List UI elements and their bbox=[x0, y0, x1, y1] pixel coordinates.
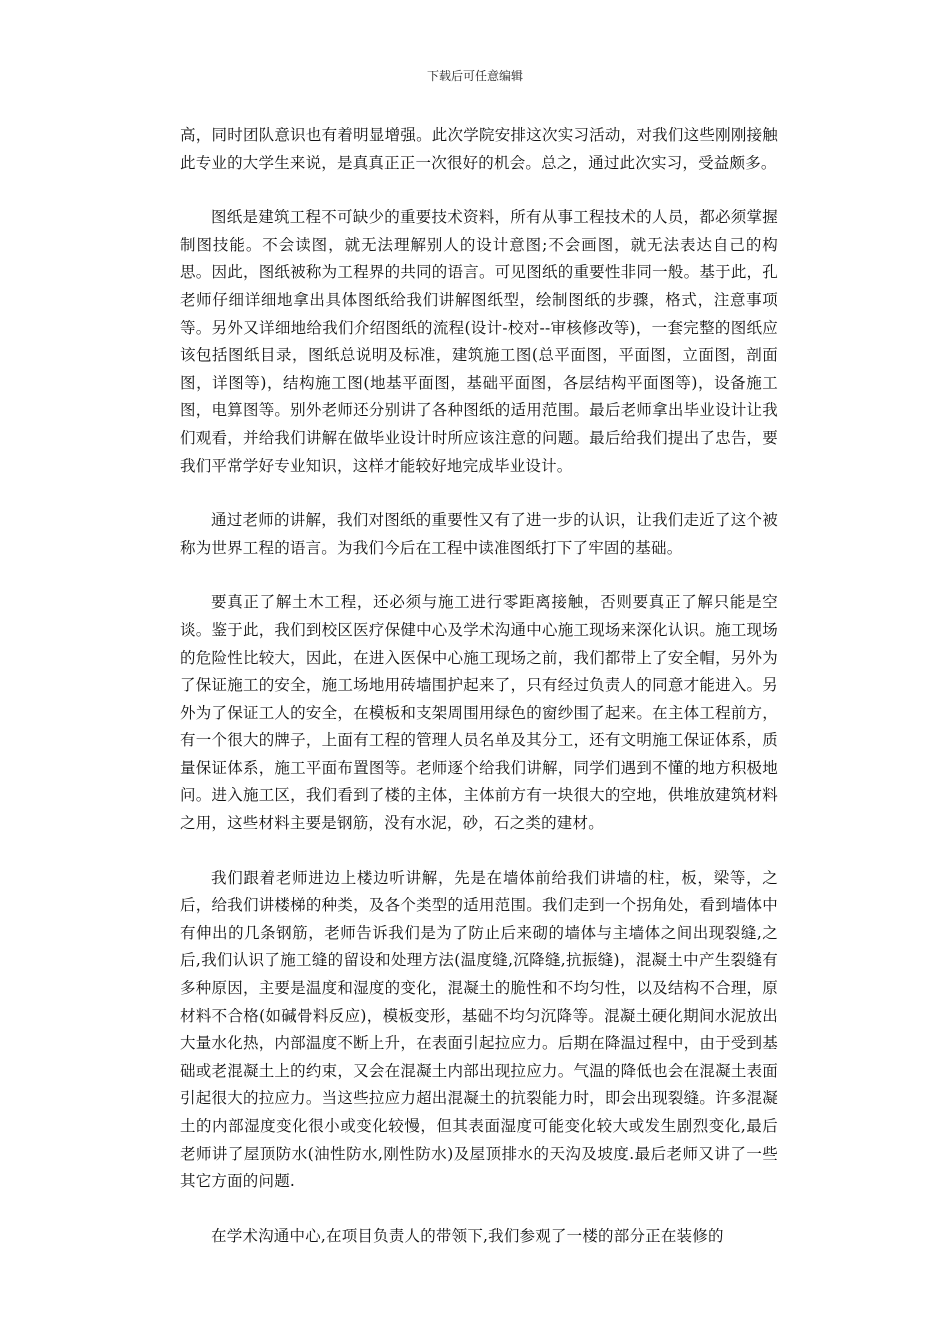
document-body bbox=[180, 122, 778, 1250]
paragraph-6: 在学术沟通中心,在项目负责人的带领下,我们参观了一楼的部分正在装修的 bbox=[211, 1226, 724, 1245]
paragraph-4: 要真正了解土木工程，还必须与施工进行零距离接触，否则要真正了解只能是空谈。鉴于此，我们到校区医疗保健中心及学术沟通中心施工现场来深化认识。施工现场的危险性比较大，因此，在进入医保中心施工现场之前，我们都带上了安全帽，另外为了保证施工的安全，施工场地用砖墙围护起来了，只有经过负责人的同意才能进入。另外为了保证工人的安全，在模板和支架周围用绿色的窗纱围了起来。在主体工程前方，有一个很大的牌子，上面有工程的管理人员名单及其分工，还有文明施工保证体系，质量保证体系，施工平面布置图等。老师逐个给我们讲解，同学们遇到不懂的地方积极地问。进入施工区，我们看到了楼的主体，主体前方有一块很大的空地，供堆放建筑材料之用，这些材料主要是钢筋，没有水泥，砂，石之类的建材。 bbox=[180, 593, 778, 833]
paragraph-2: 图纸是建筑工程不可缺少的重要技术资料，所有从事工程技术的人员，都必须掌握制图技能。不会读图，就无法理解别人的设计意图;不会画图，就无法表达自己的构思。因此，图纸被称为工程界的共同的语言。可见图纸的重要性非同一般。基于此，孔老师仔细详细地拿出具体图纸给我们讲解图纸型，绘制图纸的步骤，格式，注意事项等。另外又详细地给我们介绍图纸的流程(设计-校对--审核修改等)，一套完整的图纸应该包括图纸目录，图纸总说明及标准，建筑施工图(总平面图，平面图，立面图，剖面图，详图等)，结构施工图(地基平面图，基础平面图，各层结构平面图等)，设备施工图，电算图等。别外老师还分别讲了各种图纸的适用范围。最后老师拿出毕业设计让我们观看，并给我们讲解在做毕业设计时所应该注意的问题。最后给我们提出了忠告，要我们平常学好专业知识，这样才能较好地完成毕业设计。 bbox=[180, 208, 778, 475]
paragraph-1: 高，同时团队意识也有着明显增强。此次学院安排这次实习活动，对我们这些刚刚接触此专业的大学生来说，是真真正正一次很好的机会。总之，通过此次实习，受益颇多。 bbox=[180, 126, 778, 172]
page-header: 下载后可任意编辑 bbox=[426, 69, 523, 83]
paragraph-5: 我们跟着老师进边上楼边听讲解，先是在墙体前给我们讲墙的柱，板，梁等，之后，给我们讲楼梯的种类，及各个类型的适用范围。我们走到一个拐角处，看到墙体中有伸出的几条钢筋，老师告诉我们是为了防止后来砌的墙体与主墙体之间出现裂缝,之后,我们认识了施工缝的留设和处理方法(温度缝,沉降缝,抗振缝)，混凝土中产生裂缝有多种原因，主要是温度和湿度的变化，混凝土的脆性和不均匀性，以及结构不合理，原材料不合格(如碱骨料反应)，模板变形，基础不均匀沉降等。混凝土硬化期间水泥放出大量水化热，内部温度不断上升，在表面引起拉应力。后期在降温过程中，由于受到基础或老混凝土上的约束，又会在混凝土内部出现拉应力。气温的降低也会在混凝土表面引起很大的拉应力。当这些拉应力超出混凝土的抗裂能力时，即会出现裂缝。许多混凝土的内部湿度变化很小或变化较慢，但其表面湿度可能变化较大或发生剧烈变化,最后老师讲了屋顶防水(油性防水,刚性防水)及屋顶排水的天沟及坡度.最后老师又讲了一些其它方面的问题. bbox=[180, 868, 778, 1191]
paragraph-3: 通过老师的讲解，我们对图纸的重要性又有了进一步的认识，让我们走近了这个被称为世界工程的语言。为我们今后在工程中读准图纸打下了牢固的基础。 bbox=[180, 511, 778, 557]
